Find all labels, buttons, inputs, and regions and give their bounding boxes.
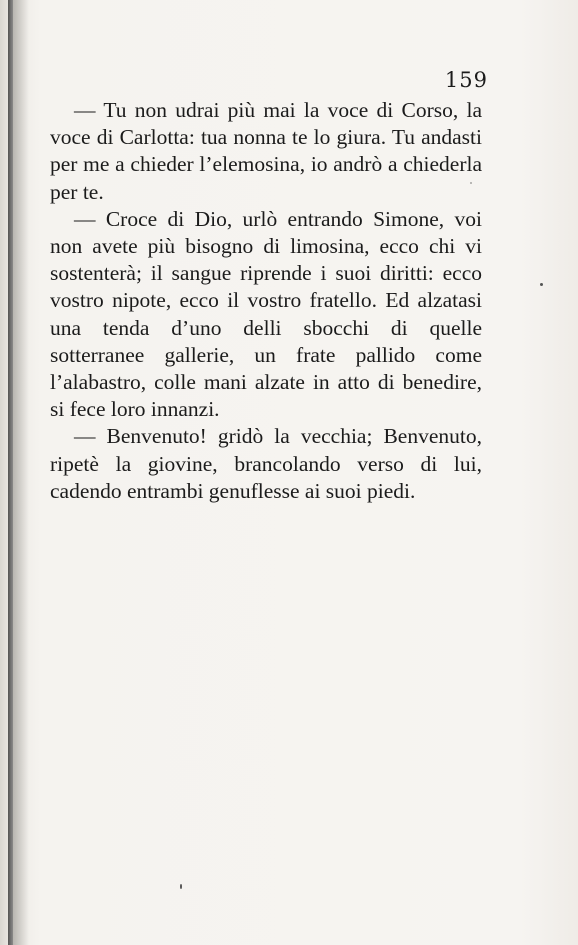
paper-speck (180, 884, 182, 889)
spine-shadow (13, 0, 29, 945)
page-number: 159 (444, 68, 488, 92)
show-through-text (50, 545, 490, 845)
paragraph-2: — Croce di Dio, urlò entrando Simone, voi non avete più bisogno di limosina, ecco chi vi sostenterà; il sangue riprende i suoi diritti: ecco vostro nipote, ecco il vostro fratello. Ed alzatasi una tenda d’uno delli sbocchi di quelle sotterranee gallerie, un frate pallido come l’alabastro, colle mani alzate in atto di benedire, si fece loro innanzi. (50, 206, 482, 422)
paragraph-3: — Benvenuto! gridò la vecchia; Benvenuto, ripetè la giovine, brancolando verso di lui, cadendo entrambi genuflesse ai suoi piedi. (50, 424, 482, 503)
paper-speck (470, 182, 472, 184)
body-text (50, 97, 482, 505)
paper-speck (540, 283, 543, 286)
paragraph-1: — Tu non udrai più mai la voce di Corso, la voce di Carlotta: tua nonna te lo giura. Tu andasti per me a chieder l’elemosina, io andrò a chiederla per te. (50, 98, 482, 204)
